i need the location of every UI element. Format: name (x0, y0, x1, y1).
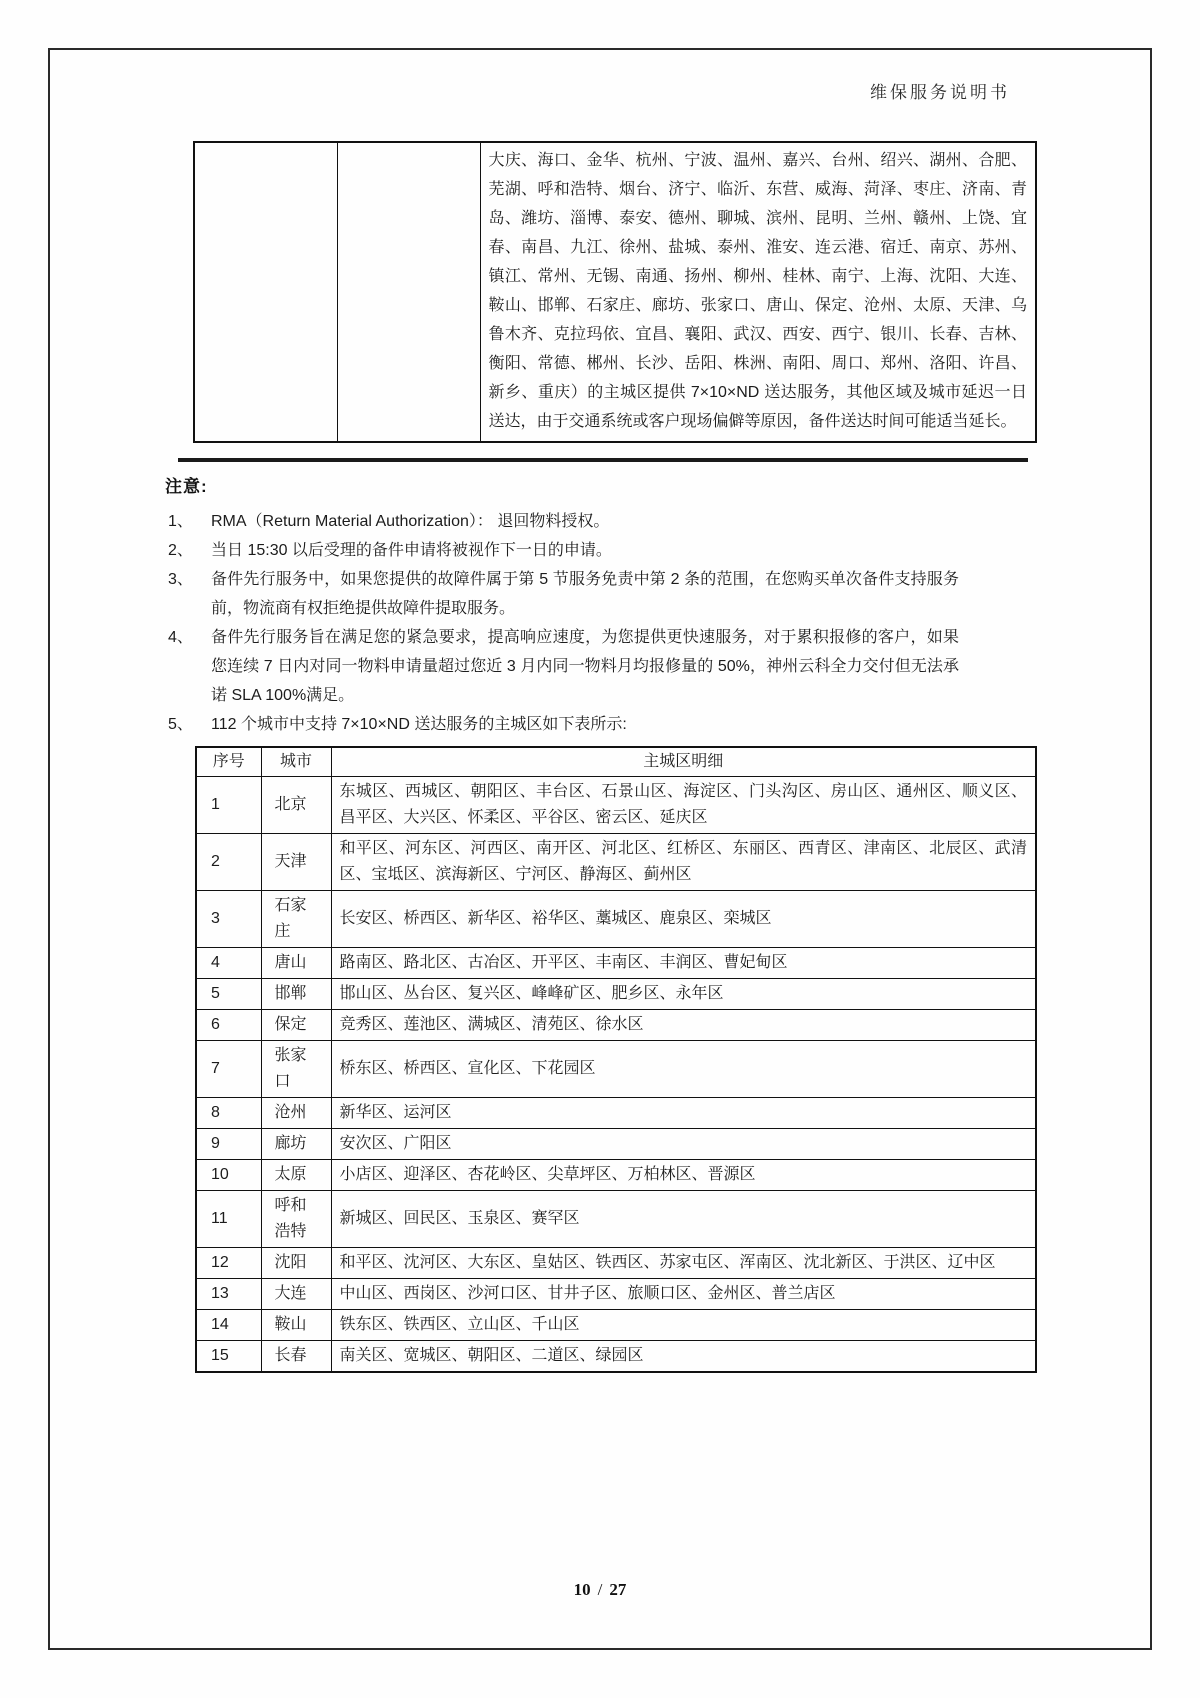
page-footer (0, 1580, 1200, 1600)
note-text: 备件先行服务旨在满足您的紧急要求，提高响应速度，为您提供更快速服务，对于累积报修的客户，如果您连续 7 日内对同一物料申请量超过您近 3 月内同一物料月均报修量的 50%，神州云科全力交付但无法承诺 SLA 100%满足。 (211, 629, 959, 704)
note-text: RMA（Return Material Authorization）： 退回物料授权。 (211, 513, 610, 530)
note-item-1 (165, 507, 959, 536)
page-number-total: 27 (609, 1580, 627, 1599)
seq-cell: 5 (196, 979, 261, 1010)
section-divider (178, 458, 1028, 462)
note-item-5 (165, 710, 959, 739)
table-row (196, 1341, 1036, 1373)
seq-cell: 4 (196, 948, 261, 979)
continuation-table-row (194, 142, 1036, 442)
districts-cell: 路南区、路北区、古冶区、开平区、丰南区、丰润区、曹妃甸区 (331, 948, 1036, 979)
continuation-empty-cell-1 (194, 142, 337, 442)
page-number-current: 10 (573, 1580, 591, 1599)
city-cell: 邯郸 (261, 979, 331, 1010)
districts-cell: 东城区、西城区、朝阳区、丰台区、石景山区、海淀区、门头沟区、房山区、通州区、顺义区、昌平区、大兴区、怀柔区、平谷区、密云区、延庆区 (331, 777, 1036, 834)
note-text: 当日 15:30 以后受理的备件申请将被视作下一日的申请。 (211, 542, 612, 559)
column-header-city: 城市 (261, 747, 331, 777)
header-title: 维保服务说明书 (870, 83, 1010, 102)
seq-cell: 15 (196, 1341, 261, 1373)
seq-cell: 13 (196, 1279, 261, 1310)
note-item-3 (165, 565, 959, 623)
city-cell: 保定 (261, 1010, 331, 1041)
city-cell: 唐山 (261, 948, 331, 979)
seq-cell: 7 (196, 1041, 261, 1098)
table-row (196, 1129, 1036, 1160)
seq-cell: 1 (196, 777, 261, 834)
seq-cell: 6 (196, 1010, 261, 1041)
city-cell: 太原 (261, 1160, 331, 1191)
seq-cell: 9 (196, 1129, 261, 1160)
districts-cell: 新城区、回民区、玉泉区、赛罕区 (331, 1191, 1036, 1248)
city-cell: 沈阳 (261, 1248, 331, 1279)
note-text: 备件先行服务中，如果您提供的故障件属于第 5 节服务免责中第 2 条的范围，在您购买单次备件支持服务前，物流商有权拒绝提供故障件提取服务。 (211, 571, 959, 617)
note-number: 4、 (168, 629, 193, 646)
continuation-table (193, 141, 1037, 443)
city-table (195, 746, 1037, 1373)
notes-heading: 注意: (165, 477, 208, 496)
note-number: 1、 (168, 513, 193, 530)
table-row (196, 1191, 1036, 1248)
table-row (196, 834, 1036, 891)
note-item-4 (165, 623, 959, 710)
note-number: 3、 (168, 571, 193, 588)
table-row (196, 1041, 1036, 1098)
column-header-districts: 主城区明细 (331, 747, 1036, 777)
note-number: 2、 (168, 542, 193, 559)
column-header-seq: 序号 (196, 747, 261, 777)
page-content (165, 141, 1045, 1373)
seq-cell: 11 (196, 1191, 261, 1248)
table-row (196, 1010, 1036, 1041)
districts-cell: 长安区、桥西区、新华区、裕华区、藁城区、鹿泉区、栾城区 (331, 891, 1036, 948)
city-cell: 石家庄 (261, 891, 331, 948)
seq-cell: 14 (196, 1310, 261, 1341)
districts-cell: 中山区、西岗区、沙河口区、甘井子区、旅顺口区、金州区、普兰店区 (331, 1279, 1036, 1310)
districts-cell: 小店区、迎泽区、杏花岭区、尖草坪区、万柏林区、晋源区 (331, 1160, 1036, 1191)
page-header (165, 78, 1010, 103)
page-number-separator: / (597, 1580, 603, 1599)
note-item-2 (165, 536, 959, 565)
districts-cell: 和平区、河东区、河西区、南开区、河北区、红桥区、东丽区、西青区、津南区、北辰区、武清区、宝坻区、滨海新区、宁河区、静海区、蓟州区 (331, 834, 1036, 891)
districts-cell: 邯山区、丛台区、复兴区、峰峰矿区、肥乡区、永年区 (331, 979, 1036, 1010)
districts-cell: 和平区、沈河区、大东区、皇姑区、铁西区、苏家屯区、浑南区、沈北新区、于洪区、辽中区 (331, 1248, 1036, 1279)
note-text: 112 个城市中支持 7×10×ND 送达服务的主城区如下表所示: (211, 716, 627, 733)
city-cell: 天津 (261, 834, 331, 891)
table-row (196, 1310, 1036, 1341)
note-number: 5、 (168, 716, 193, 733)
table-row (196, 777, 1036, 834)
city-table-header-row (196, 747, 1036, 777)
city-cell: 呼和浩特 (261, 1191, 331, 1248)
table-row (196, 1248, 1036, 1279)
city-cell: 鞍山 (261, 1310, 331, 1341)
continuation-cities-cell: 大庆、海口、金华、杭州、宁波、温州、嘉兴、台州、绍兴、湖州、合肥、芜湖、呼和浩特、烟台、济宁、临沂、东营、威海、菏泽、枣庄、济南、青岛、潍坊、淄博、泰安、德州、聊城、滨州、昆明、兰州、赣州、上饶、宜春、南昌、九江、徐州、盐城、泰州、淮安、连云港、宿迁、南京、苏州、镇江、常州、无锡、南通、扬州、柳州、桂林、南宁、上海、沈阳、大连、鞍山、邯郸、石家庄、廊坊、张家口、唐山、保定、沧州、太原、天津、乌鲁木齐、克拉玛依、宜昌、襄阳、武汉、西安、西宁、银川、长春、吉林、衡阳、常德、郴州、长沙、岳阳、株洲、南阳、周口、郑州、洛阳、许昌、新乡、重庆）的主城区提供 7×10×ND 送达服务，其他区域及城市延迟一日送达，由于交通系统或客户现场偏僻等原因，备件送达时间可能适当延长。 (480, 142, 1036, 442)
seq-cell: 2 (196, 834, 261, 891)
districts-cell: 铁东区、铁西区、立山区、千山区 (331, 1310, 1036, 1341)
districts-cell: 新华区、运河区 (331, 1098, 1036, 1129)
table-row (196, 1160, 1036, 1191)
seq-cell: 3 (196, 891, 261, 948)
city-cell: 张家口 (261, 1041, 331, 1098)
table-row (196, 1279, 1036, 1310)
seq-cell: 10 (196, 1160, 261, 1191)
city-cell: 廊坊 (261, 1129, 331, 1160)
districts-cell: 桥东区、桥西区、宣化区、下花园区 (331, 1041, 1036, 1098)
city-cell: 北京 (261, 777, 331, 834)
city-cell: 大连 (261, 1279, 331, 1310)
districts-cell: 安次区、广阳区 (331, 1129, 1036, 1160)
continuation-empty-cell-2 (337, 142, 480, 442)
table-row (196, 891, 1036, 948)
table-row (196, 1098, 1036, 1129)
districts-cell: 南关区、宽城区、朝阳区、二道区、绿园区 (331, 1341, 1036, 1373)
city-cell: 长春 (261, 1341, 331, 1373)
districts-cell: 竞秀区、莲池区、满城区、清苑区、徐水区 (331, 1010, 1036, 1041)
seq-cell: 8 (196, 1098, 261, 1129)
table-row (196, 948, 1036, 979)
city-cell: 沧州 (261, 1098, 331, 1129)
seq-cell: 12 (196, 1248, 261, 1279)
notes-section (165, 472, 1045, 739)
table-row (196, 979, 1036, 1010)
